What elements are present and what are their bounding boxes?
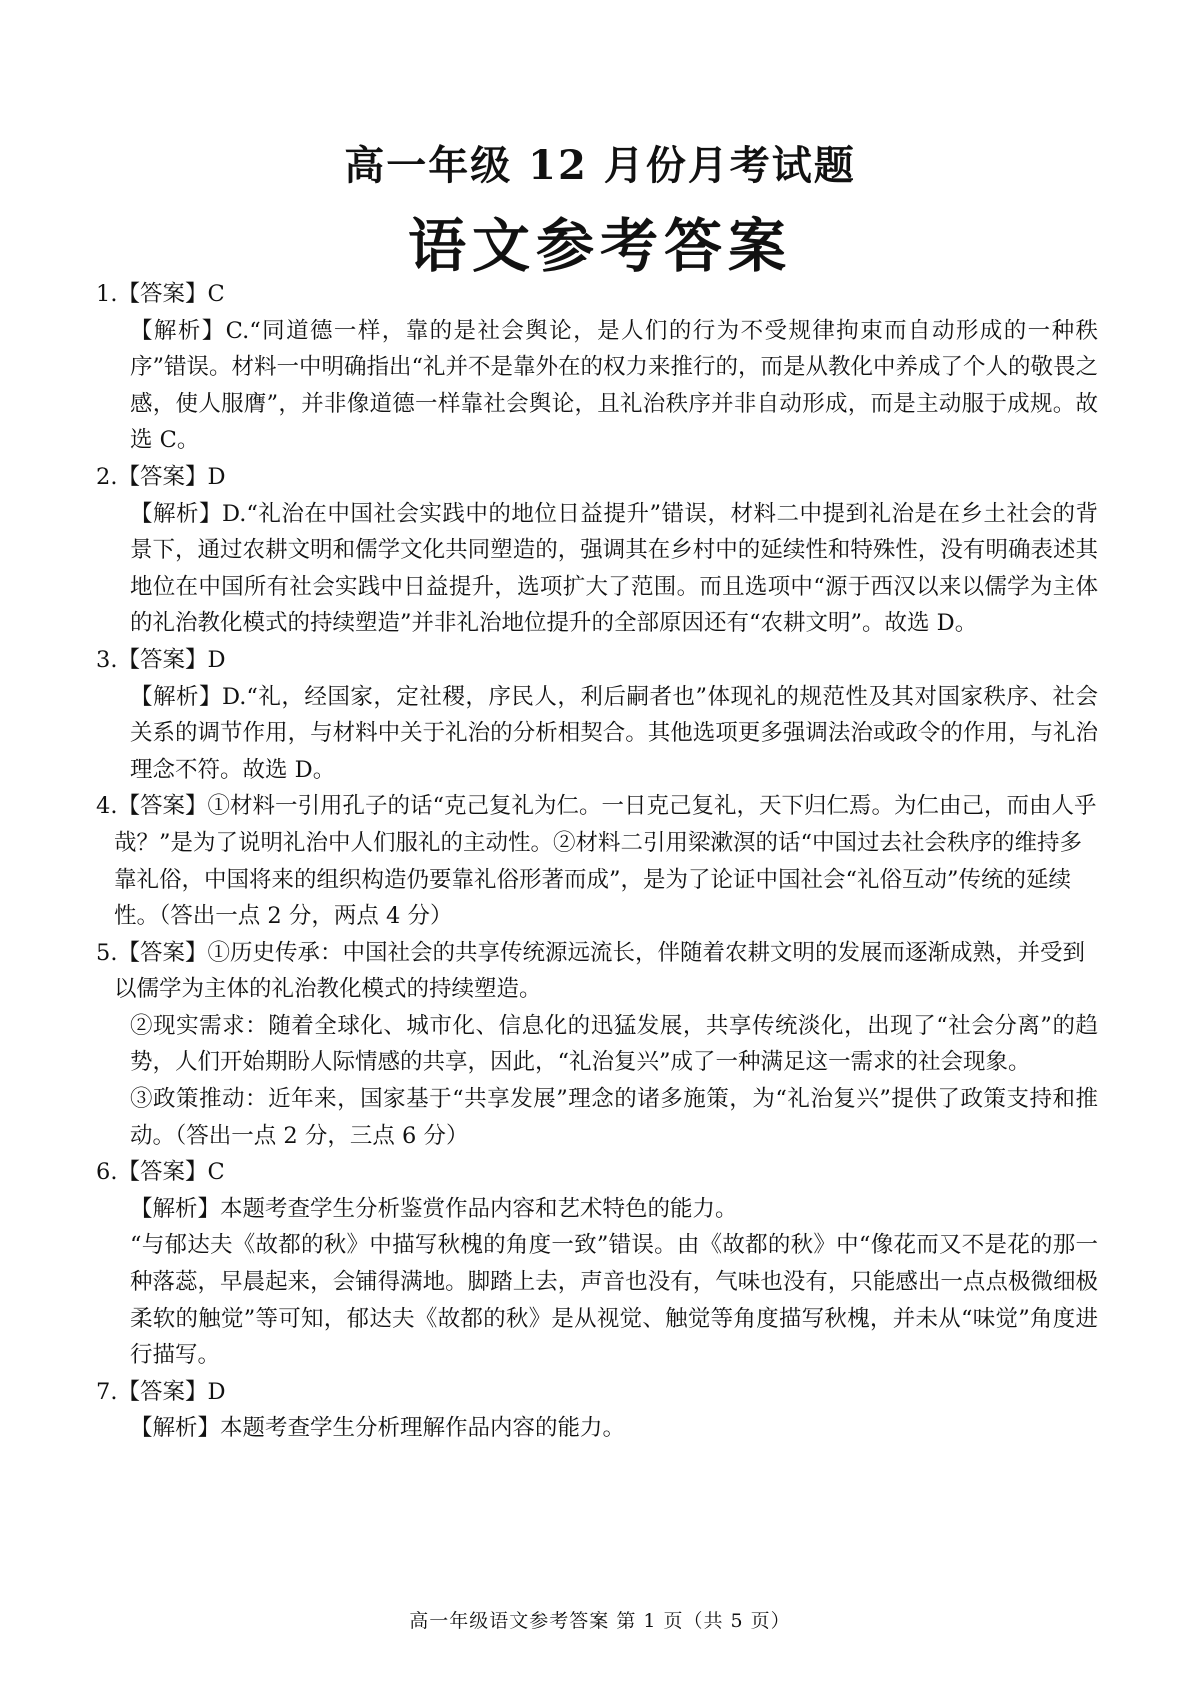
answer-line: 2.【答案】D [96,463,226,490]
answer-item-5 [96,935,1098,1155]
answer-list [96,276,1099,1447]
analysis-paragraph: 【解析】本题考查学生分析鉴赏作品内容和艺术特色的能力。 [130,1195,738,1222]
answer-line: 5.【答案】①历史传承：中国社会的共享传统源远流长，伴随着农耕文明的发展而逐渐成熟，并受到以儒学为主体的礼治教化模式的持续塑造。 [96,939,1085,1003]
answer-item-7 [96,1374,1098,1447]
analysis-paragraph: 【解析】D.“礼治在中国社会实践中的地位日益提升”错误，材料二中提到礼治是在乡土社会的背景下，通过农耕文明和儒学文化共同塑造的，强调其在乡村中的延续性和特殊性，没有明确表述其地位在中国所有社会实践中日益提升，选项扩大了范围。而且选项中“源于西汉以来以儒学为主体的礼治教化模式的持续塑造”并非礼治地位提升的全部原因还有“农耕文明”。故选 D。 [130,500,1098,637]
exam-title: 高一年级 12 月份月考试题 [344,142,856,189]
page-footer: 高一年级语文参考答案 第 1 页（共 5 页） [409,1610,791,1632]
answer-item-2 [96,459,1098,642]
answer-line: 7.【答案】D [96,1378,226,1405]
analysis-paragraph: 【解析】C.“同道德一样，靠的是社会舆论，是人们的行为不受规律拘束而自动形成的一种秩序”错误。材料一中明确指出“礼并不是靠外在的权力来推行的，而是从教化中养成了个人的敬畏之感，使人服膺”，并非像道德一样靠社会舆论，且礼治秩序并非自动形成，而是主动服于成规。故选 C。 [130,317,1099,454]
answer-line: 4.【答案】①材料一引用孔子的话“克己复礼为仁。一日克己复礼，天下归仁焉。为仁由己，而由人乎哉？”是为了说明礼治中人们服礼的主动性。②材料二引用梁漱溟的话“中国过去社会秩序的维持多靠礼俗，中国将来的组织构造仍要靠礼俗形著而成”，是为了论证中国社会“礼俗互动”传统的延续性。（答出一点 2 分，两点 4 分） [96,793,1097,930]
analysis-paragraph: “与郁达夫《故都的秋》中描写秋槐的角度一致”错误。由《故都的秋》中“像花而又不是花的那一种落蕊，早晨起来，会铺得满地。脚踏上去，声音也没有，气味也没有，只能感出一点点极微细极柔软的触觉”等可知，郁达夫《故都的秋》是从视觉、触觉等角度描写秋槐，并未从“味觉”角度进行描写。 [130,1232,1098,1369]
answer-line: 6.【答案】C [96,1159,225,1186]
answer-point-paragraph: ②现实需求：随着全球化、城市化、信息化的迅猛发展，共享传统淡化，出现了“社会分离”的趋势，人们开始期盼人际情感的共享，因此，“礼治复兴”成了一种满足这一需求的社会现象。 [130,1012,1098,1076]
answer-line: 1.【答案】C [96,281,225,307]
document-title: 语文参考答案 [407,212,792,280]
answer-item-6 [96,1154,1098,1374]
analysis-paragraph: 【解析】D.“礼，经国家，定社稷，序民人，利后嗣者也”体现礼的规范性及其对国家秩序、社会关系的调节作用，与材料中关于礼治的分析相契合。其他选项更多强调法治或政令的作用，与礼治理念不符。故选 D。 [130,683,1098,783]
answer-line: 3.【答案】D [96,646,226,673]
answer-point-paragraph: ③政策推动：近年来，国家基于“共享发展”理念的诸多施策，为“礼治复兴”提供了政策支持和推动。（答出一点 2 分，三点 6 分） [130,1086,1098,1149]
answer-item-1 [96,276,1099,459]
analysis-paragraph: 【解析】本题考查学生分析理解作品内容的能力。 [130,1415,626,1442]
answer-item-4 [96,788,1098,934]
answer-item-3 [96,642,1098,788]
